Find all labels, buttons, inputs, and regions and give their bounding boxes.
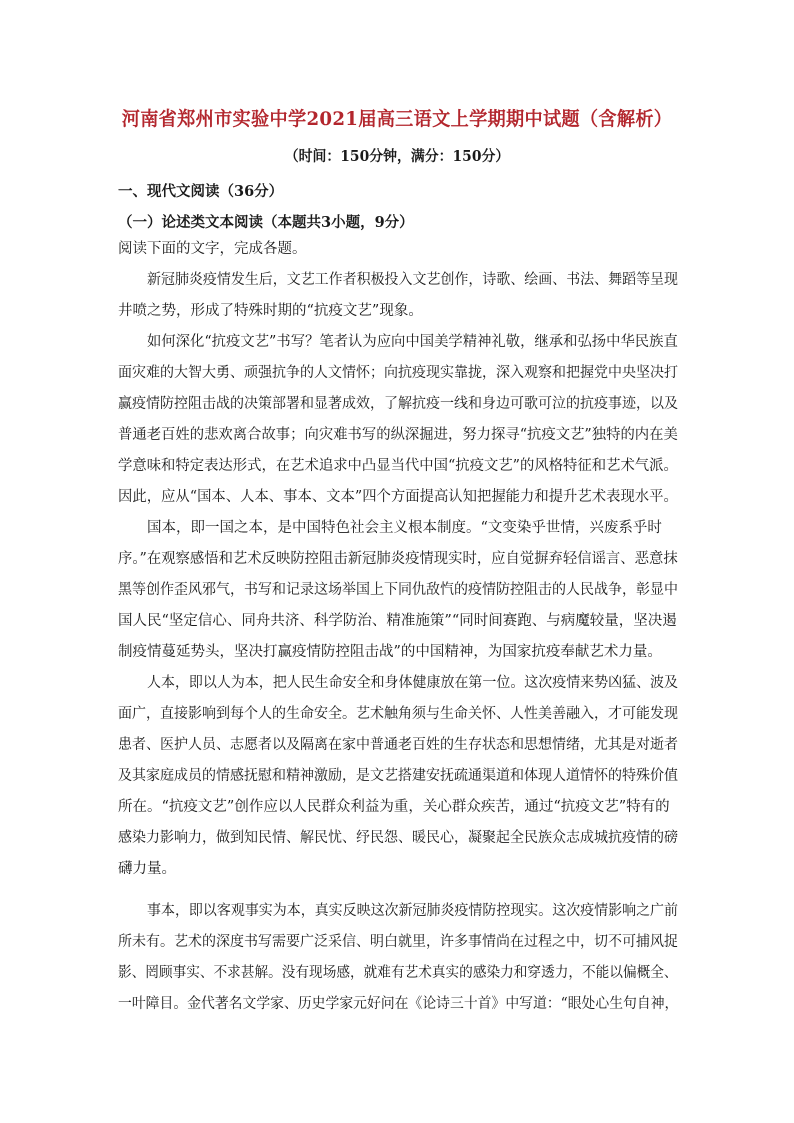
body-line: 礴力量。	[118, 861, 176, 877]
body-line: 赢疫情防控阻击战的决策部署和显著成效，了解抗疫一线和身边可歌可泣的抗疫事迹，以及	[118, 396, 678, 412]
body-line: 人本，即以人为本，把人民生命安全和身体健康放在第一位。这次疫情来势凶猛、波及	[147, 675, 678, 691]
body-line: 国人民“坚定信心、同舟共济、科学防治、精准施策”“同时间赛跑、与病魔较量，坚决遏	[118, 613, 677, 629]
body-line: 及其家庭成员的情感抚慰和精神激励，是文艺搭建安抚疏通渠道和体现人道情怀的特殊价值	[118, 768, 678, 784]
section-heading: 一、现代文阅读（36分）	[118, 183, 284, 200]
body-line: 影、罔顾事实、不求甚解。没有现场感，就难有艺术真实的感染力和穿透力，不能以偏概全、	[118, 965, 678, 981]
instruction-text: 阅读下面的文字，完成各题。	[118, 241, 307, 257]
body-line: 事本，即以客观事实为本，真实反映这次新冠肺炎疫情防控现实。这次疫情影响之广前	[147, 903, 678, 919]
body-line: 面广，直接影响到每个人的生命安全。艺术触角须与生命关怀、人性美善融入，才可能发现	[118, 706, 678, 722]
body-line: 学意味和特定表达形式，在艺术追求中凸显当代中国“抗疫文艺”的风格特征和艺术气派。	[118, 458, 678, 474]
body-line: 新冠肺炎疫情发生后，文艺工作者积极投入文艺创作，诗歌、绘画、书法、舞蹈等呈现	[147, 272, 678, 288]
body-line: 序。”在观察感悟和艺术反映防控阻击新冠肺炎疫情现实时，应自觉摒弃轻信谣言、恶意抹	[118, 551, 678, 567]
body-line: 普通老百姓的悲欢离合故事；向灾难书写的纵深掘进，努力探寻“抗疫文艺”独特的内在美	[118, 427, 678, 443]
body-line: 患者、医护人员、志愿者以及隔离在家中普通老百姓的生存状态和思想情绪，尤其是对逝者	[118, 737, 678, 753]
body-line: 制疫情蔓延势头，坚决打赢疫情防控阻击战”的中国精神，为国家抗疫奉献艺术力量。	[118, 644, 662, 660]
body-line: 国本，即一国之本，是中国特色社会主义根本制度。“文变染乎世情，兴废系乎时	[147, 520, 662, 536]
exam-time-info: （时间：150分钟，满分：150分）	[284, 148, 510, 165]
body-line: 井喷之势，形成了特殊时期的“抗疫文艺”现象。	[118, 303, 423, 319]
body-line: 黑等创作歪风邪气，书写和记录这场举国上下同仇敌忾的疫情防控阻击的人民战争，彰显中	[118, 582, 678, 598]
document-title: 河南省郑州市实验中学2021届高三语文上学期期中试题（含解析）	[121, 108, 673, 130]
body-line: 所未有。艺术的深度书写需要广泛采信、明白就里，许多事情尚在过程之中，切不可捕风捉	[118, 934, 678, 950]
body-line: 因此，应从“国本、人本、事本、文本”四个方面提高认知把握能力和提升艺术表现水平。	[118, 489, 678, 505]
body-line: 所在。“抗疫文艺”创作应以人民群众利益为重，关心群众疾苦，通过“抗疫文艺”特有的	[118, 799, 670, 815]
body-line: 一叶障目。金代著名文学家、历史学家元好问在《论诗三十首》中写道：“眼处心生句自神，	[118, 996, 679, 1012]
body-line: 面灾难的大智大勇、顽强抗争的人文情怀；向抗疫现实靠拢，深入观察和把握党中央坚决打	[118, 365, 678, 381]
subsection-heading: （一）论述类文本阅读（本题共3小题，9分）	[118, 214, 414, 231]
body-line: 如何深化“抗疫文艺”书写？笔者认为应向中国美学精神礼敬，继承和弘扬中华民族直	[147, 334, 678, 350]
body-line: 感染力影响力，做到知民情、解民忧、纾民怨、暖民心，凝聚起全民族众志成城抗疫情的磅	[118, 830, 678, 846]
